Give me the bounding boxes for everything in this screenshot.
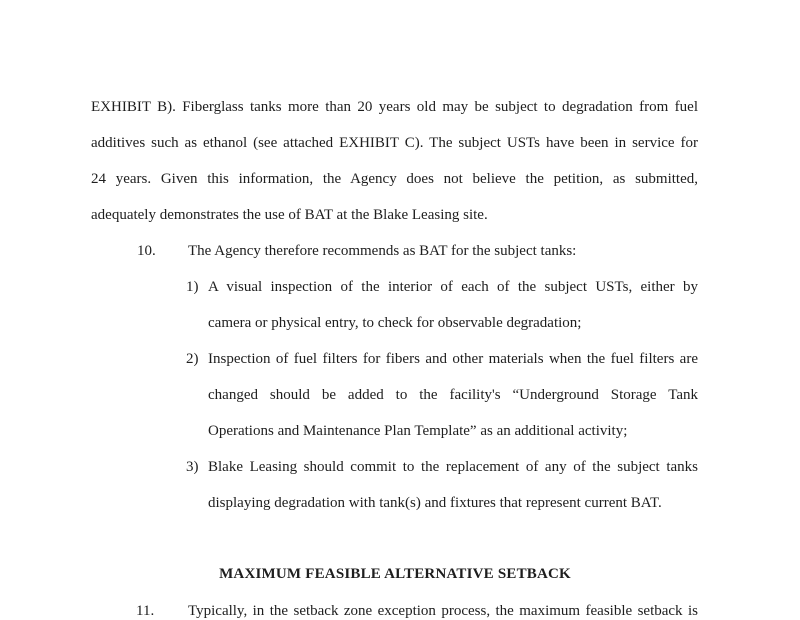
recommendation-3-line-1: Blake Leasing should commit to the replacement of any of the subject tanks [208, 459, 698, 475]
section-heading: MAXIMUM FEASIBLE ALTERNATIVE SETBACK [219, 566, 571, 582]
recommendation-3-marker: 3) [186, 459, 199, 475]
recommendation-1-line-1: A visual inspection of the interior of each of the subject USTs, either by [208, 279, 698, 295]
intro-line-2: additives such as ethanol (see attached EXHIBIT C). The subject USTs have been in service for [91, 135, 698, 151]
intro-line-3: 24 years. Given this information, the Agency does not believe the petition, as submitted, [91, 171, 698, 187]
recommendation-1-marker: 1) [186, 279, 199, 295]
recommendation-2-marker: 2) [186, 351, 199, 367]
recommendation-2-line-2: changed should be added to the facility's “Underground Storage Tank [208, 387, 698, 403]
recommendation-1-line-2: camera or physical entry, to check for observable degradation; [208, 315, 582, 331]
recommendation-3-line-2: displaying degradation with tank(s) and fixtures that represent current BAT. [208, 495, 662, 511]
intro-line-1: EXHIBIT B). Fiberglass tanks more than 20 years old may be subject to degradation from fuel [91, 99, 698, 115]
recommendation-2-line-3: Operations and Maintenance Plan Template” as an additional activity; [208, 423, 628, 439]
item-10-text: The Agency therefore recommends as BAT for the subject tanks: [188, 243, 577, 259]
intro-line-4: adequately demonstrates the use of BAT at the Blake Leasing site. [91, 207, 488, 223]
item-10-number: 10. [137, 243, 156, 259]
item-11-number: 11. [136, 603, 155, 619]
recommendation-2-line-1: Inspection of fuel filters for fibers and other materials when the fuel filters are [208, 351, 698, 367]
item-11-text: Typically, in the setback zone exception process, the maximum feasible setback is [188, 603, 698, 619]
